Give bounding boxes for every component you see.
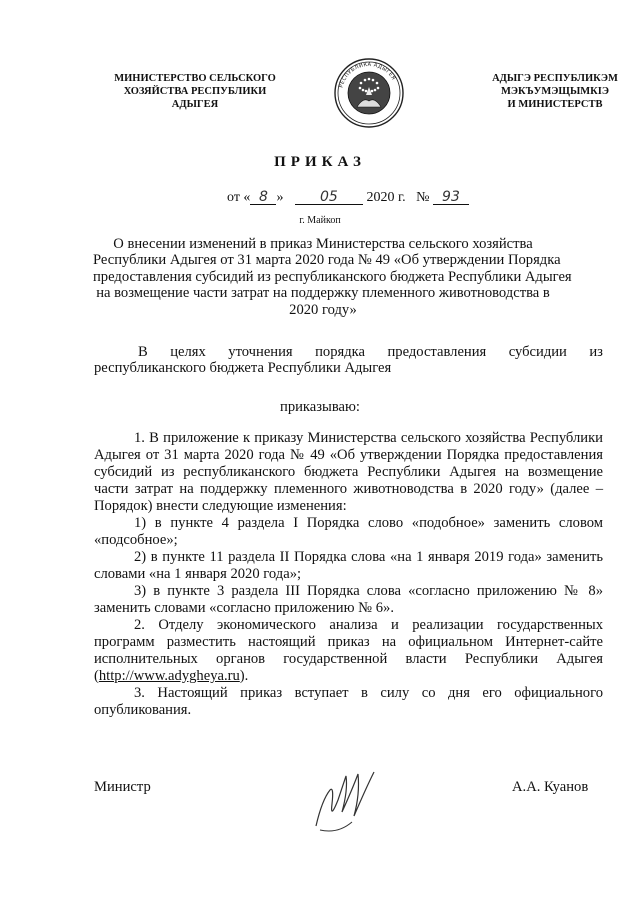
clause-2-end: ).: [239, 668, 249, 684]
ministry-name-ru: [100, 72, 290, 111]
preamble-word: В: [138, 344, 148, 360]
preamble-word: предоставления: [387, 344, 487, 360]
emblem-text: РЕСПУБЛИКА АДЫГЕЯ: [338, 61, 397, 89]
ministry-name-ady-line: И МИНИСТЕРСТВ: [507, 99, 603, 110]
preamble-line: республиканского бюджета Республики Адыгея: [94, 360, 392, 377]
date-month: 05: [295, 190, 363, 205]
preamble-line: [94, 344, 603, 360]
ministry-name-ady-line: МЭКЪУМЭЩЫМКІЭ: [501, 86, 609, 97]
subject-line: Республики Адыгея от 31 марта 2020 года № 49 «Об утверждении Порядка: [93, 252, 561, 269]
signatory-name: А.А. Куанов: [512, 779, 589, 795]
subject-line: 2020 году»: [289, 301, 357, 318]
preamble-word: уточнения: [228, 344, 293, 360]
website-link[interactable]: http://www.adygheya.ru: [98, 668, 240, 684]
preamble-word: субсидии: [508, 344, 567, 360]
preamble-word: из: [589, 344, 603, 360]
order-body: [94, 430, 603, 719]
order-dateline: [227, 190, 469, 206]
city: г. Майкоп: [299, 215, 341, 226]
subject-line: О внесении изменений в приказ Министерства сельского хозяйства: [113, 236, 533, 252]
order-number-label: №: [416, 190, 430, 205]
date-mid: »: [276, 190, 284, 205]
date-prefix: от «: [227, 190, 251, 205]
ministry-name-ady-line: АДЫГЭ РЕСПУБЛИКЭМ: [492, 73, 618, 84]
ministry-name-ru-line: АДЫГЕЯ: [171, 99, 219, 110]
ministry-name-ady: [480, 72, 630, 111]
ministry-name-ru-line: ХОЗЯЙСТВА РЕСПУБЛИКИ: [123, 86, 267, 97]
subclause-2: 2) в пункте 11 раздела II Порядка слова «на 1 января 2019 года» заменить словами «на 1 января 2020 года»;: [94, 549, 603, 582]
clause-2: [94, 617, 603, 685]
adygea-coat-of-arms-icon: [333, 57, 405, 129]
date-year: 2020 г.: [366, 190, 406, 205]
clause-2-text: 2. Отделу экономического анализа и реализации государственных программ разместить настоящий приказ на официальном Интернет-сайте исполнительных органов государственной власти Республики Адыгея (: [94, 617, 603, 684]
document-title: ПРИКАЗ: [274, 154, 366, 170]
subclause-3: 3) в пункте 3 раздела III Порядка слова «согласно приложению № 8» заменить словами «согласно приложению № 6».: [94, 583, 603, 616]
subject-line: на возмещение части затрат на поддержку племенного животноводства в: [96, 285, 550, 302]
subject-line: предоставления субсидий из республиканского бюджета Республики Адыгея: [93, 268, 572, 285]
clause-3: 3. Настоящий приказ вступает в силу со дня его официального опубликования.: [94, 685, 603, 718]
date-day: 8: [250, 190, 276, 205]
signatory-position: Министр: [94, 779, 151, 795]
clause-1: 1. В приложение к приказу Министерства сельского хозяйства Республики Адыгея от 31 марта 2020 года № 49 «Об утверждении Порядка предоставления субсидий из республиканского бюджета Республики Адыгея на возмещение части затрат на поддержку племенного животноводства в 2020 году» (далее – Порядок) внести следующие изменения:: [94, 430, 603, 514]
subclause-1: 1) в пункте 4 раздела I Порядка слово «подобное» заменить словом «подсобное»;: [94, 515, 603, 548]
preamble-word: порядка: [315, 344, 365, 360]
order-word: приказываю:: [280, 399, 360, 415]
order-number: 93: [433, 190, 469, 205]
preamble: [94, 344, 603, 377]
signature-icon: [308, 760, 398, 840]
preamble-word: целях: [170, 344, 206, 360]
document-subject: [93, 236, 572, 318]
ministry-name-ru-line: МИНИСТЕРСТВО СЕЛЬСКОГО: [114, 73, 276, 84]
